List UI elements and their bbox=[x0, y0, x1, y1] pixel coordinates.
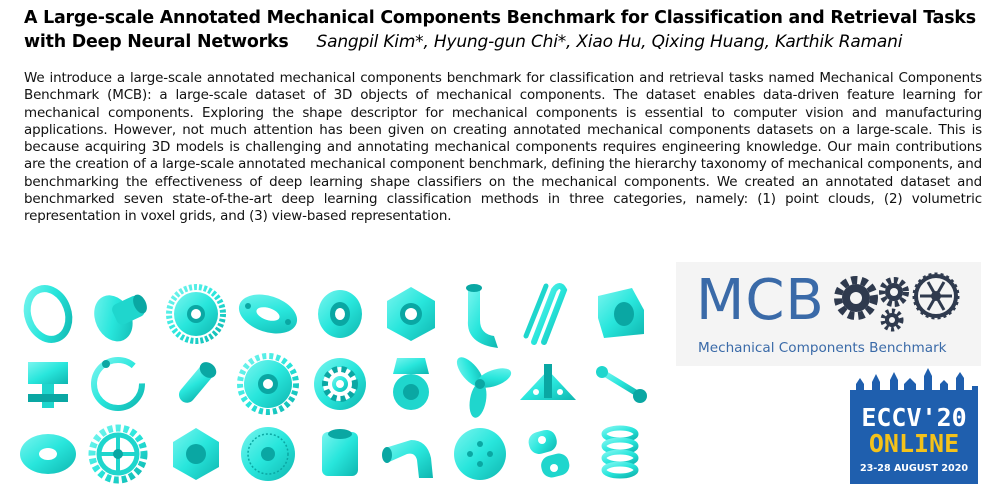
badge-online-text: ONLINE bbox=[868, 429, 960, 458]
author-list: Sangpil Kim*, Hyung-gun Chi*, Xiao Hu, Qixing Huang, Karthik Ramani bbox=[316, 32, 903, 52]
retaining-ring-icon bbox=[94, 360, 142, 408]
sprocket-icon bbox=[92, 428, 144, 480]
flange-icon bbox=[318, 290, 362, 338]
title-line-1: A Large-scale Annotated Mechanical Components Benchmark for Classification and Retrieval Tasks bbox=[24, 8, 976, 28]
mcb-logo-subtitle: Mechanical Components Benchmark bbox=[698, 340, 947, 356]
mcb-logo-letters: MCB bbox=[696, 268, 825, 333]
pulley-icon bbox=[241, 427, 295, 481]
bevel-gear-icon bbox=[240, 356, 296, 412]
ball-bearing-icon bbox=[314, 358, 366, 410]
eccv-badge bbox=[844, 366, 984, 490]
components-figure bbox=[18, 280, 648, 490]
bracket-icon bbox=[28, 362, 68, 408]
title-line-2-text: with Deep Neural Networks bbox=[24, 32, 289, 52]
rod-end-icon bbox=[596, 366, 647, 403]
elbow-fitting-icon bbox=[466, 284, 498, 348]
spring-clip-icon bbox=[526, 286, 564, 342]
pipe-elbow-icon bbox=[382, 440, 433, 478]
title-line-2 bbox=[24, 30, 984, 54]
spur-gear-icon bbox=[169, 287, 223, 341]
components-svg bbox=[18, 280, 648, 490]
propeller-icon bbox=[452, 353, 513, 419]
nut-icon bbox=[173, 428, 219, 480]
city-skyline-icon bbox=[850, 368, 978, 400]
flanged-bushing-icon bbox=[87, 289, 150, 348]
ring-icon bbox=[20, 283, 75, 346]
hinge-icon bbox=[520, 364, 576, 400]
mcb-logo bbox=[676, 262, 981, 366]
pin-icon bbox=[176, 359, 220, 406]
paper-title bbox=[24, 6, 984, 54]
abstract-text: We introduce a large-scale annotated mechanical components benchmark for classification and retrieval tasks named Mechanical Components Benchmark (MCB): a large-scale dataset of 3D objects of mechanical components. The dataset enables data-driven feature learning for mechanical components. Exploring the shape descriptor for mechanical components is essential to computer vision and manufacturing applications. However, not much attention has been given on creating annotated mechanical components datasets on a large-scale. This is because acquiring 3D models is challenging and annotating mechanical components requires engineering knowledge. Our main contributions are the creation of a large-scale annotated mechanical component benchmark, defining the hierarchy taxonomy of mechanical components, and benchmarking the effectiveness of deep learning shape classifiers on the mechanical components. We created an annotated dataset and benchmarked seven state-of-the-art deep learning classification methods in three categories, namely: (1) point clouds, (2) volumetric representation in voxel grids, and (3) view-based representation. bbox=[24, 71, 982, 225]
eccv-badge-svg bbox=[844, 366, 984, 490]
washer-icon bbox=[20, 434, 76, 474]
disc-plate-icon bbox=[454, 428, 506, 480]
chain-link-icon bbox=[526, 428, 571, 480]
hex-nut-icon bbox=[387, 287, 435, 341]
badge-eccv-text: ECCV'20 bbox=[861, 403, 967, 432]
caster-wheel-icon bbox=[393, 358, 429, 410]
badge-dates-text: 23-28 AUGUST 2020 bbox=[859, 463, 969, 474]
sleeve-nut-icon bbox=[322, 429, 358, 476]
flat-washer-oval-icon bbox=[234, 288, 302, 341]
coil-spring-icon bbox=[604, 428, 636, 476]
bearing-housing-icon bbox=[598, 288, 644, 338]
gears-icon bbox=[826, 268, 976, 340]
